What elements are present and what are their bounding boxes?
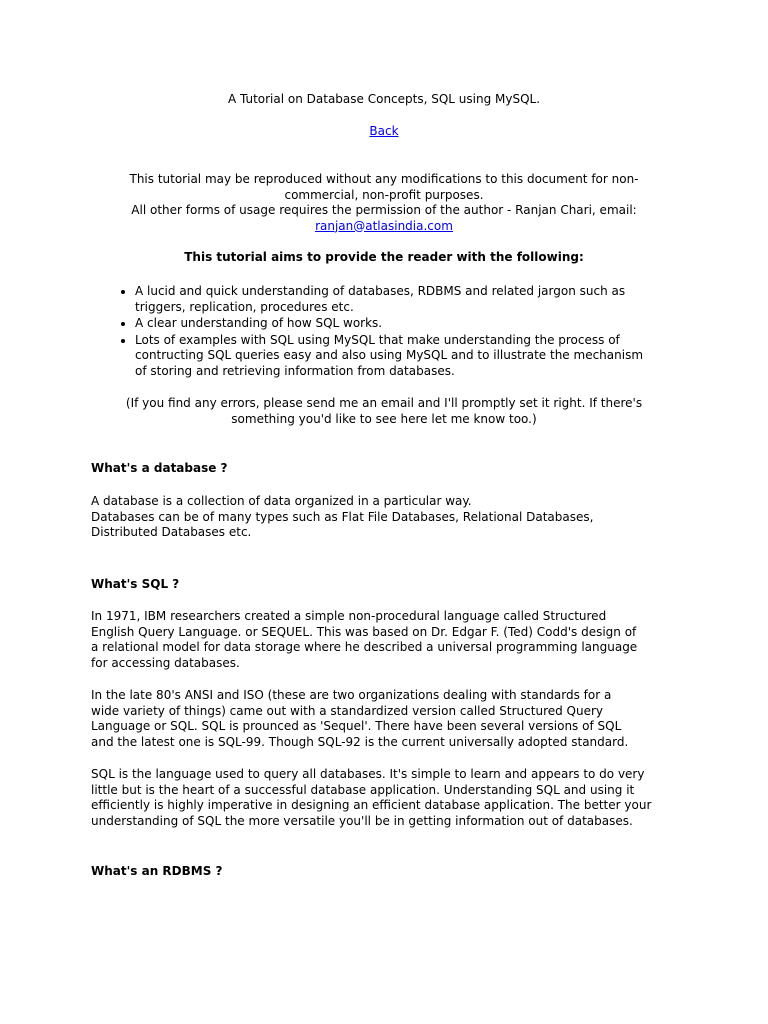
notice-line-2: commercial, non-profit purposes. — [284, 187, 484, 202]
errors-note: (If you find any errors, please send me an email and I'll promptly set it right. If there's something you'd like to see here let me know too.) — [125, 396, 643, 426]
aims-list-item: • Lots of examples with SQL using MySQL that make understanding the process of contructing SQL queries easy and also using MySQL and to illustrate the mechanism of storing and retrieving information from databases. — [135, 333, 705, 380]
back-link-container — [0, 124, 768, 140]
notice-line-1: This tutorial may be reproduced without any modifications to this document for non- — [129, 172, 639, 186]
reproduction-notice — [110, 172, 658, 234]
section-heading-database: What's a database ? — [91, 461, 228, 475]
sql-paragraph-3: SQL is the language used to query all databases. It's simple to learn and appears to do very little but is the heart of a successful database application. Understanding SQL and using it efficiently is highly imperative in designing an efficient database application. The better your understanding of SQL the more versatile you'll be in getting information out of databases. — [91, 767, 652, 828]
author-email-link[interactable]: ranjan@atlasindia.com — [315, 218, 453, 233]
back-link[interactable]: Back — [369, 124, 399, 138]
sql-paragraph-2: In the late 80's ANSI and ISO (these are two organizations dealing with standards for a wide variety of things) came out with a standardized version called Structured Query Language or SQL. SQL is prounced as 'Sequel'. There have been several versions of SQL and the latest one is SQL-99. Though SQL-92 is the current universally adopted standard. — [91, 688, 629, 749]
database-paragraph: A database is a collection of data organized in a particular way. Databases can be of many types such as Flat File Databases, Relational Databases, Distributed Databases etc. — [91, 494, 594, 539]
notice-line-3: All other forms of usage requires the permission of the author - Ranjan Chari, email: — [131, 203, 637, 217]
aims-heading: This tutorial aims to provide the reader with the following: — [184, 250, 584, 264]
page-title: A Tutorial on Database Concepts, SQL using MySQL. — [227, 92, 541, 106]
aims-list-item: • A clear understanding of how SQL works. — [135, 316, 705, 332]
section-heading-sql: What's SQL ? — [91, 577, 180, 591]
aims-list-item: • A lucid and quick understanding of databases, RDBMS and related jargon such as triggers, replication, procedures etc. — [135, 284, 705, 315]
aims-list — [90, 284, 705, 380]
section-heading-rdbms: What's an RDBMS ? — [91, 864, 223, 878]
sql-paragraph-1: In 1971, IBM researchers created a simple non-procedural language called Structured English Query Language. or SEQUEL. This was based on Dr. Edgar F. (Ted) Codd's design of a relational model for data storage where he described a universal programming language for accessing databases. — [91, 609, 638, 670]
